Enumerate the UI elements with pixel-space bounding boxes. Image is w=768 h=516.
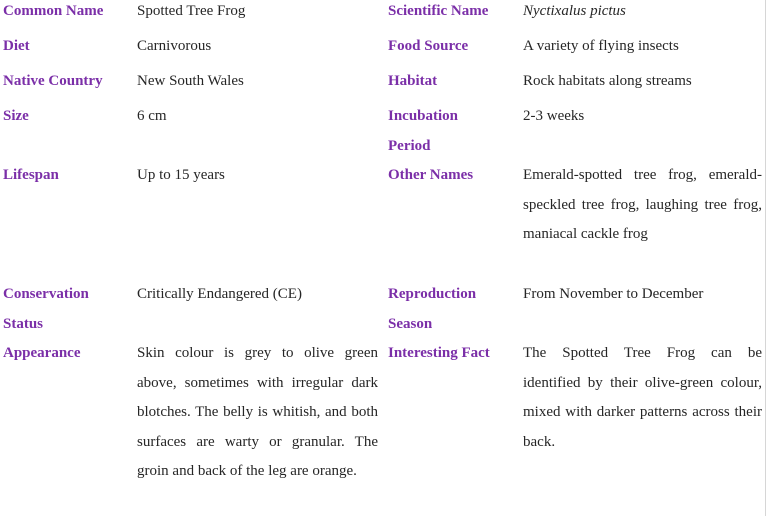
label-habitat: Habitat xyxy=(388,73,438,89)
label-incubation-period: Incubation Period xyxy=(388,108,459,154)
value-habitat: Rock habitats along streams xyxy=(523,73,692,89)
label-other-names: Other Names xyxy=(388,167,474,183)
value-scientific-name: Nyctixalus pictus xyxy=(523,3,626,19)
value-native-country: New South Wales xyxy=(137,73,244,89)
label-diet: Diet xyxy=(3,38,30,54)
value-appearance: Skin colour is grey to olive green above, sometimes with irregular dark blotches. The belly is whitish, and both surfaces are warty or granular. The groin and back of the leg are orange. xyxy=(137,345,378,480)
label-lifespan: Lifespan xyxy=(3,167,59,183)
value-lifespan: Up to 15 years xyxy=(137,167,225,183)
value-food-source: A variety of flying insects xyxy=(523,38,679,54)
label-interesting-fact: Interesting Fact xyxy=(388,345,490,361)
label-scientific-name: Scientific Name xyxy=(388,3,489,19)
label-conservation-status: Conservation Status xyxy=(3,286,89,332)
label-common-name: Common Name xyxy=(3,3,104,19)
table-right-border xyxy=(765,0,766,516)
label-reproduction-season: Reproduction Season xyxy=(388,286,477,332)
label-size: Size xyxy=(3,108,29,124)
value-incubation-period: 2-3 weeks xyxy=(523,108,585,124)
value-interesting-fact: The Spotted Tree Frog can be identified by their olive-green colour, mixed with darker patterns across their back. xyxy=(523,345,762,450)
value-common-name: Spotted Tree Frog xyxy=(137,3,246,19)
value-conservation-status: Critically Endangered (CE) xyxy=(137,286,302,302)
value-reproduction-season: From November to December xyxy=(523,286,704,302)
value-diet: Carnivorous xyxy=(137,38,212,54)
label-appearance: Appearance xyxy=(3,345,81,361)
label-food-source: Food Source xyxy=(388,38,469,54)
value-size: 6 cm xyxy=(137,108,167,124)
label-native-country: Native Country xyxy=(3,73,103,89)
value-other-names: Emerald-spotted tree frog, emerald-speckled tree frog, laughing tree frog, maniacal cackle frog xyxy=(523,167,762,243)
